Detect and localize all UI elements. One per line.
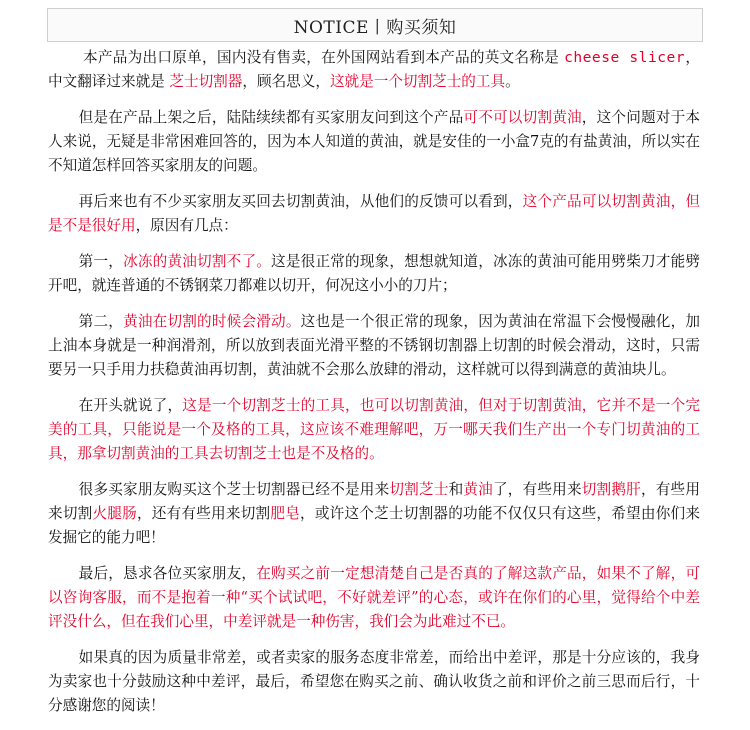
highlighted-text: 冰冻的黄油切割不了。 [123,253,272,270]
highlighted-text: 火腿肠 [92,505,137,522]
body-text: 在开头就说了， [78,397,183,414]
body-text: 再后来也有不少买家朋友买回去切割黄油，从他们的反馈可以看到， [78,193,523,210]
notice-paragraph [48,478,700,550]
body-text: 了，有些用来 [492,481,582,498]
notice-title-bar [47,8,703,42]
highlighted-text: 这是一个切割芝士的工具，也可以切割黄油，但对于切割黄油，它并不是一个完美的工具，只能说是一个及格的工具，这应该不难理解吧，万一哪天我们生产出一个专门切黄油的工具，那拿切割黄油的工具去切割芝士也是不及格的。 [48,397,700,462]
highlighted-text: 在购买之前一定想清楚自己是否真的了解这款产品，如果不了解，可以咨询客服，而不是抱着一种“买个试试吧，不好就差评”的心态，或许在你们的心里，觉得给个中差评没什么，但在我们心里，中差评就是一种伤害，我们会为此难过不已。 [48,565,700,630]
body-text: ，这个问题对于本人来说，无疑是非常困难回答的，因为本人知道的黄油，就是安佳的一小盒7克的有盐黄油，所以实在不知道怎样回答买家朋友的问题。 [48,109,700,174]
highlighted-text: cheese slicer [564,49,686,66]
body-text: 最后，恳求各位买家朋友， [78,565,257,582]
highlighted-text: 黄油在切割的时候会滑动。 [123,313,301,330]
body-text: 这是很正常的现象，想想就知道，冰冻的黄油可能用劈柴刀才能劈开吧，就连普通的不锈钢菜刀都难以切开，何况这小小的刀片； [48,253,700,294]
notice-paragraph [48,106,700,178]
body-text: ，原因有几点： [135,217,238,234]
page-title: NOTICE丨购买须知 [293,17,457,38]
highlighted-text: 可不可以切割黄油 [463,109,582,126]
highlighted-text: 肥皂 [270,505,300,522]
notice-paragraph [48,562,700,634]
body-text: 但是在产品上架之后，陆陆续续都有买家朋友问到这个产品 [78,109,464,126]
highlighted-text: 这就是一个切割芝士的工具 [329,73,506,90]
notice-paragraph [48,190,700,238]
highlighted-text: 切割芝士 [389,481,449,498]
highlighted-text: 黄油 [463,481,493,498]
body-text: 很多买家朋友购买这个芝士切割器已经不是用来 [78,481,390,498]
notice-paragraph [48,310,700,382]
body-text: ，顾名思义， [242,73,330,90]
body-text: 这也是一个很正常的现象，因为黄油在常温下会慢慢融化，加上油本身就是一种润滑剂，所以放到表面光滑平整的不锈钢切割器上切割的时候会滑动，这时，只需要另一只手用力扶稳黄油再切割，黄油就不会那么放肆的滑动，这样就可以得到满意的黄油块儿。 [48,313,700,378]
notice-paragraph [48,46,700,94]
body-text: ，中文翻译过来就是 [48,49,700,90]
body-text: 和 [448,481,464,498]
body-text: 。 [505,73,520,90]
notice-body [48,46,700,730]
body-text: 如果真的因为质量非常差，或者卖家的服务态度非常差，而给出中差评，那是十分应该的，我身为卖家也十分鼓励这种中差评，最后，希望您在购买之前、确认收货之前和评价之前三思而后行，十分感谢您的阅读！ [48,649,700,714]
notice-paragraph [48,394,700,466]
notice-paragraph [48,646,700,718]
notice-paragraph [48,250,700,298]
highlighted-text: 切割鹅肝 [581,481,641,498]
body-text: 第二， [78,313,124,330]
body-text: 本产品为出口原单，国内没有售卖，在外国网站看到本产品的英文名称是 [83,49,565,66]
highlighted-text: 芝士切割器 [169,73,243,90]
highlighted-text: 这个产品可以切割黄油，但是不是很好用 [48,193,700,234]
body-text: ，有些用来切割 [48,481,700,522]
body-text: ，或许这个芝士切割器的功能不仅仅只有这些，希望由你们来发掘它的能力吧！ [48,505,700,546]
body-text: 第一， [78,253,124,270]
body-text: ，还有有些用来切割 [136,505,271,522]
